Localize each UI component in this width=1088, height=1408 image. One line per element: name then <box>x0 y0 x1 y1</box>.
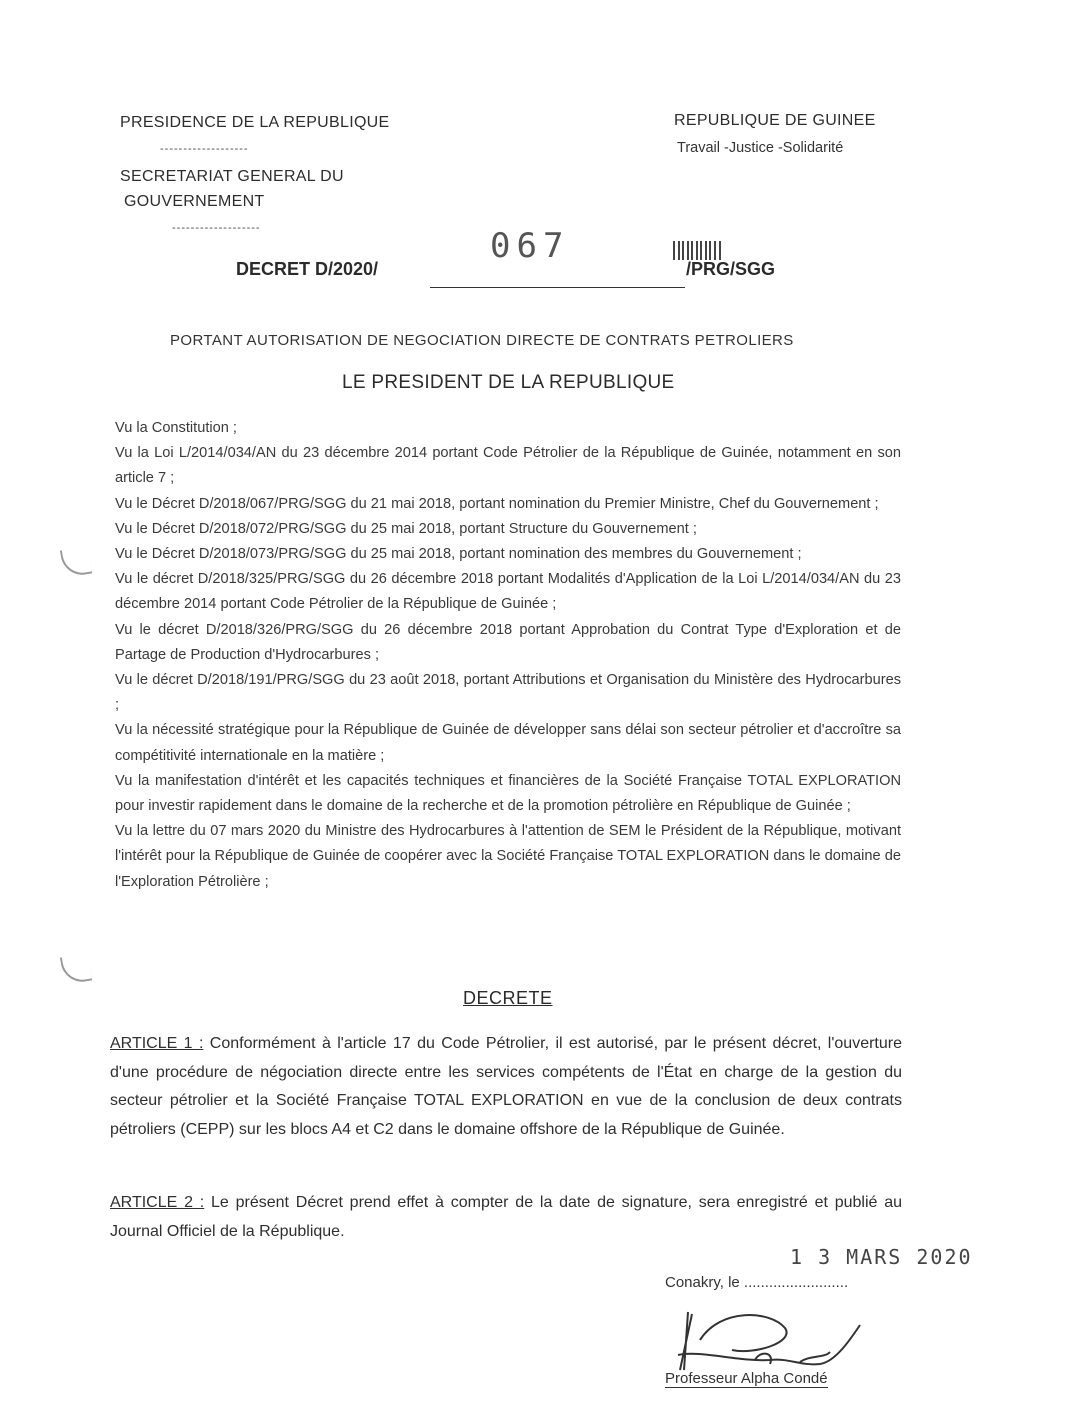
visa-item: Vu la manifestation d'intérêt et les capacités techniques et financières de la Société Française TOTAL EXPLORATION pour investir rapidement dans le domaine de la recherche et de la promotion pétrolière en République de Guinée ; <box>115 772 901 815</box>
visa-item: Vu la nécessité stratégique pour la République de Guinée de développer sans délai son secteur pétrolier et d'accroître sa compétitivité internationale en la matière ; <box>115 722 901 764</box>
issuer-secretariat: SECRETARIAT GENERAL DU <box>120 168 344 185</box>
visa-item: Vu le Décret D/2018/067/PRG/SGG du 21 mai 2018, portant nomination du Premier Ministre, Chef du Gouvernement ; <box>115 495 879 512</box>
article-2-label: ARTICLE 2 : <box>110 1194 205 1211</box>
signing-place: Conakry, le ......................... <box>665 1274 849 1291</box>
visa-item: Vu le décret D/2018/326/PRG/SGG du 26 décembre 2018 portant Approbation du Contrat Type d'Exploration et de Partage de Production d'Hydrocarbures ; <box>115 621 901 663</box>
visa-item: Vu le Décret D/2018/073/PRG/SGG du 25 mai 2018, portant nomination des membres du Gouvernement ; <box>115 546 802 563</box>
visas-block <box>115 416 901 895</box>
decree-number-line <box>430 287 685 288</box>
article-1-label: ARTICLE 1 : <box>110 1035 204 1052</box>
issuer-gouvernement: GOUVERNEMENT <box>124 193 265 210</box>
date-stamp: 1 3 MARS 2020 <box>790 1245 973 1269</box>
visa-item: Vu le Décret D/2018/072/PRG/SGG du 25 mai 2018, portant Structure du Gouvernement ; <box>115 520 697 537</box>
visa-item: Vu la Loi L/2014/034/AN du 23 décembre 2014 portant Code Pétrolier de la République de Guinée, notamment en son article 7 ; <box>115 445 901 487</box>
signature-mark <box>660 1300 870 1380</box>
issuer-presidence: PRESIDENCE DE LA REPUBLIQUE <box>120 114 390 131</box>
visa-item: Vu la lettre du 07 mars 2020 du Ministre des Hydrocarbures à l'attention de SEM le Président de la République, motivant l'intérêt pour la République de Guinée de coopérer avec la Société Française TOTAL EXPLORATION dans le domaine de l'Exploration Pétrolière ; <box>115 823 901 890</box>
header-separator: ------------------- <box>160 143 249 155</box>
article-1-text: Conformément à l'article 17 du Code Pétrolier, il est autorisé, par le présent décret, l'ouverture d'une procédure de négociation directe entre les services compétents de l'État en charge de la gestion du secteur pétrolier et la Société Française TOTAL EXPLORATION en vue de la conclusion de deux contrats pétroliers (CEPP) sur les blocs A4 et C2 dans le domaine offshore de la République de Guinée. <box>110 1035 902 1138</box>
president-heading: LE PRESIDENT DE LA REPUBLIQUE <box>342 372 675 393</box>
punch-hole-mark <box>60 953 92 985</box>
article-2 <box>110 1189 902 1246</box>
punch-hole-mark <box>60 546 92 578</box>
signatory-name: Professeur Alpha Condé <box>665 1370 828 1387</box>
decree-suffix: /PRG/SGG <box>686 259 776 279</box>
visa-item: Vu le décret D/2018/325/PRG/SGG du 26 décembre 2018 portant Modalités d'Application de la Loi L/2014/034/AN du 23 décembre 2014 portant Code Pétrolier de la République de Guinée ; <box>115 571 901 613</box>
country-name: REPUBLIQUE DE GUINEE <box>674 112 876 129</box>
decree-prefix: DECRET D/2020/ <box>236 259 379 279</box>
visa-item: Vu la Constitution ; <box>115 420 237 436</box>
decree-subject: PORTANT AUTORISATION DE NEGOCIATION DIRECTE DE CONTRATS PETROLIERS <box>170 332 794 349</box>
decree-number-stamp: 067 <box>490 226 570 266</box>
header-separator-2: ------------------- <box>172 222 261 234</box>
visa-item: Vu le décret D/2018/191/PRG/SGG du 23 août 2018, portant Attributions et Organisation du Ministère des Hydrocarbures ; <box>115 672 901 714</box>
decrete-heading: DECRETE <box>463 988 553 1008</box>
country-motto: Travail -Justice -Solidarité <box>677 140 844 156</box>
article-1 <box>110 1030 902 1144</box>
article-2-text: Le présent Décret prend effet à compter de la date de signature, sera enregistré et publié au Journal Officiel de la République. <box>110 1194 903 1240</box>
